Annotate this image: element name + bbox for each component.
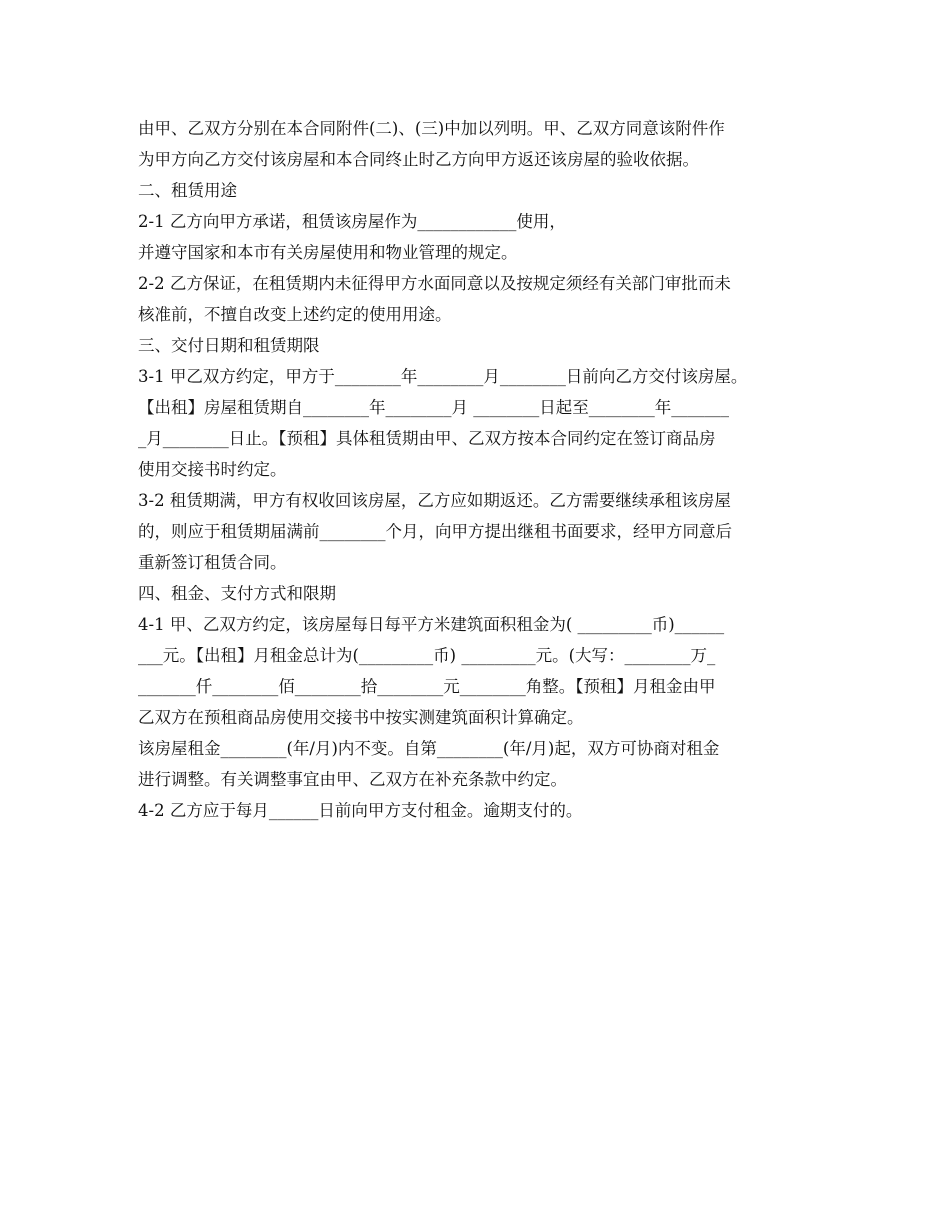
paragraph-line: 核准前，不擅自改变上述约定的使用用途。 — [138, 305, 452, 324]
paragraph-line: _______仟________佰________拾________元________角整。【预租】月租金由甲 — [138, 677, 716, 696]
paragraph-line: 为甲方向乙方交付该房屋和本合同终止时乙方向甲方返还该房屋的验收依据。 — [138, 150, 699, 169]
paragraph-line: 【出租】房屋租赁期自________年________月 ________日起至________年_______ — [138, 398, 729, 417]
clause-line: 3-1 甲乙双方约定，甲方于________年________月________日前向乙方交付该房屋。 — [138, 367, 748, 386]
paragraph-line: 乙双方在预租商品房使用交接书中按实测建筑面积计算确定。 — [138, 708, 584, 727]
paragraph-line: _月________日止。【预租】具体租赁期由甲、乙双方按本合同约定在签订商品房 — [138, 429, 716, 448]
paragraph-line: 并遵守国家和本市有关房屋使用和物业管理的规定。 — [138, 243, 518, 262]
paragraph-line: 的，则应于租赁期届满前________个月，向甲方提出继租书面要求，经甲方同意后 — [138, 522, 732, 541]
section-heading: 二、租赁用途 — [138, 181, 237, 200]
section-heading: 三、交付日期和租赁期限 — [138, 336, 320, 355]
section-heading: 四、租金、支付方式和限期 — [138, 584, 336, 603]
clause-line: 4-1 甲、乙双方约定，该房屋每日每平方米建筑面积租金为( _________币)______ — [138, 615, 725, 634]
document-body — [138, 113, 818, 826]
paragraph-line: 该房屋租金________(年/月)内不变。自第________(年/月)起，双方可协商对租金 — [138, 739, 720, 758]
clause-line: 2-2 乙方保证，在租赁期内未征得甲方水面同意以及按规定须经有关部门审批而未 — [138, 274, 731, 293]
clause-line: 2-1 乙方向甲方承诺，租赁该房屋作为____________使用， — [138, 212, 566, 231]
paragraph-line: ___元。【出租】月租金总计为(_________币) _________元。(大写：________万_ — [138, 646, 716, 665]
clause-line: 3-2 租赁期满，甲方有权收回该房屋，乙方应如期返还。乙方需要继续承租该房屋 — [138, 491, 731, 510]
paragraph-line: 使用交接书时约定。 — [138, 460, 287, 479]
paragraph-line: 由甲、乙双方分别在本合同附件(二)、(三)中加以列明。甲、乙双方同意该附件作 — [138, 119, 725, 138]
clause-line: 4-2 乙方应于每月______日前向甲方支付租金。逾期支付的。 — [138, 801, 583, 820]
paragraph-line: 进行调整。有关调整事宜由甲、乙双方在补充条款中约定。 — [138, 770, 567, 789]
paragraph-line: 重新签订租赁合同。 — [138, 553, 287, 572]
